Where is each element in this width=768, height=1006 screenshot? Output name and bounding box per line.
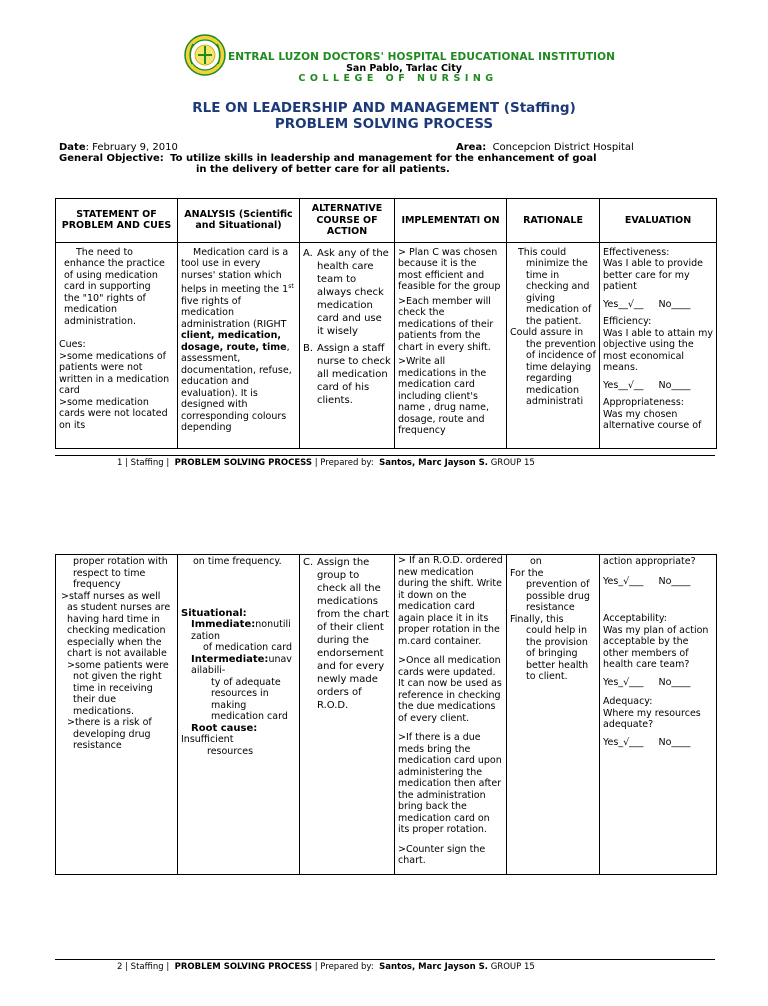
- area-line: [456, 142, 634, 153]
- analysis-cell: [178, 242, 300, 448]
- objective-text-1: To utilize skills in leadership and management for the enhancement of goal: [170, 153, 597, 164]
- objective-text-2: in the delivery of better care for all patients.: [196, 164, 450, 175]
- problem-cell: [56, 242, 178, 448]
- immediate-text: nonutili zation: [191, 619, 291, 642]
- evaluation-answer: Yes__√__ No____: [603, 379, 691, 391]
- col-header-alternative: ALTERNATIVE COURSE OF ACTION: [300, 199, 395, 243]
- analysis-part: , assessment, documentation, refuse, education and evaluation). It is designed with corresponding colours depending: [181, 341, 292, 434]
- implementation-item: >Each member will check the medications of their patients from the chart in every shift.: [398, 295, 494, 353]
- rationale-rest: the prevention of incidence of time delaying regarding medication administrati: [526, 338, 596, 407]
- cues-label: Cues:: [59, 339, 86, 350]
- footer-title: PROBLEM SOLVING PROCESS: [174, 458, 313, 468]
- problem-continued: proper rotation with respect to time frequency: [73, 556, 168, 590]
- institution-name: ENTRAL LUZON DOCTORS' HOSPITAL EDUCATIONAL INSTITUTION: [228, 51, 616, 63]
- root-cause-rest: resources: [207, 745, 254, 757]
- rationale-cell-2: [507, 555, 600, 875]
- problem-table-page-2: [55, 554, 717, 875]
- date-value: : February 9, 2010: [85, 142, 178, 153]
- alternative-text: Ask any of the health care team to always check medication card and use it wisely: [317, 247, 389, 337]
- intermediate-text: unav ailabili-: [191, 653, 292, 676]
- evaluation-question: Was I able to attain my objective using the most economical means.: [603, 327, 713, 373]
- analysis-continued: on time frequency.: [193, 556, 282, 567]
- cue-item: >some patients were not given the right time in receiving their due medications.: [67, 659, 169, 717]
- footer-title: PROBLEM SOLVING PROCESS: [174, 962, 313, 972]
- analysis-rights: client, medication, dosage, route, time: [181, 330, 287, 353]
- evaluation-question: Was my chosen alternative course of: [603, 408, 702, 431]
- problem-cell-2: [56, 555, 178, 875]
- immediate-rest: of medication card: [203, 642, 293, 653]
- objective-label: General Objective:: [59, 153, 164, 164]
- list-marker: A.: [303, 247, 313, 259]
- alternative-cell-2: [300, 555, 395, 875]
- list-marker: C.: [303, 557, 314, 568]
- analysis-cell-2: [178, 555, 300, 875]
- cue-item: >some medication cards were not located on its: [59, 396, 168, 431]
- evaluation-answer: Yes_√___ No____: [603, 736, 691, 748]
- rationale-first: For the: [510, 567, 544, 579]
- rationale-rest: could help in the provision of bringing better health to client.: [526, 625, 589, 682]
- intermediate-rest: ty of adequate resources in making medication card: [211, 676, 288, 722]
- implementation-item: > Plan C was chosen because it is the most efficient and feasible for the group: [398, 246, 501, 292]
- evaluation-label: Acceptability:: [603, 613, 668, 624]
- rationale-continued: on: [530, 556, 542, 567]
- document-subtitle: PROBLEM SOLVING PROCESS: [274, 116, 494, 132]
- alternative-text: Assign a staff nurse to check all medication card of his clients.: [317, 342, 391, 406]
- col-header-rationale: RATIONALE: [507, 199, 600, 243]
- root-cause-text: Insufficient: [181, 734, 234, 745]
- objective-line: [59, 153, 597, 164]
- letterhead: [0, 0, 768, 95]
- implementation-item: >Once all medication cards were updated. It can now be used as reference in checking the due medications of every client.: [398, 655, 502, 724]
- analysis-part: five rights of medication administration (RIGHT: [181, 295, 287, 330]
- alternative-text: Assign the group to check all the medications from the chart of their client during the endorsement and for every newly made orders of R.O.D.: [317, 557, 390, 711]
- rationale-first: This could: [518, 246, 567, 258]
- footer-prepared: | Prepared by:: [312, 458, 377, 468]
- footer-group: GROUP 15: [488, 458, 535, 468]
- root-cause-label: Root cause:: [191, 722, 258, 734]
- page-footer-2: [55, 959, 715, 972]
- objective-line-2: [196, 164, 450, 175]
- footer-author: Santos, Marc Jayson S.: [379, 962, 489, 972]
- evaluation-question: Where my resources adequate?: [603, 707, 701, 730]
- situational-label: Situational:: [181, 607, 247, 619]
- implementation-item: > If an R.O.D. ordered new medication during the shift. Write it down on the medication card again place it in its proper rotation in the m.card container.: [398, 555, 503, 647]
- analysis-text: [181, 247, 296, 443]
- rationale-rest: prevention of possible drug resistance: [526, 579, 590, 613]
- institution-city: San Pablo, Tarlac City: [346, 63, 462, 74]
- page-footer-1: [55, 455, 715, 468]
- evaluation-answer: Yes_√___ No____: [603, 676, 691, 688]
- immediate-label: Immediate:: [191, 619, 256, 630]
- rationale-rest: minimize the time in checking and giving medication of the patient.: [526, 258, 592, 327]
- rationale-first: Finally, this: [510, 613, 564, 625]
- evaluation-label: Adequacy:: [603, 696, 653, 707]
- col-header-analysis: ANALYSIS (Scientific and Situational): [178, 199, 300, 243]
- alternative-a: [303, 247, 391, 338]
- area-label: Area:: [456, 142, 487, 153]
- footer-page: 2 | Staffing |: [117, 962, 170, 972]
- alternative-cell: [300, 242, 395, 448]
- area-value: Concepcion District Hospital: [492, 142, 634, 153]
- document-title: RLE ON LEADERSHIP AND MANAGEMENT (Staffing): [192, 100, 576, 116]
- footer-page: 1 | Staffing |: [117, 458, 170, 468]
- cue-item: >some medications of patients were not written in a medication card: [59, 350, 170, 396]
- evaluation-answer: Yes__√__ No____: [603, 298, 691, 310]
- list-marker: B.: [303, 342, 314, 354]
- evaluation-question: action appropriate?: [603, 556, 696, 567]
- implementation-item: >If there is a due meds bring the medication card upon administering the medication then after the administration bring back the medication card on its proper rotation.: [398, 732, 502, 835]
- evaluation-question: Was I able to provide better care for my patient: [603, 258, 703, 292]
- evaluation-cell-2: [600, 555, 717, 875]
- footer-author: Santos, Marc Jayson S.: [379, 458, 489, 468]
- cue-item: >staff nurses as well as student nurses are having hard time in checking medication especially when the chart is not available: [61, 590, 171, 659]
- date-label: Date: [59, 142, 86, 153]
- implementation-cell-2: [395, 555, 507, 875]
- intermediate-label: Intermediate:: [191, 653, 269, 665]
- cue-item: >there is a risk of developing drug resistance: [67, 717, 152, 751]
- footer-group: GROUP 15: [488, 962, 535, 972]
- col-header-problem: STATEMENT OF PROBLEM AND CUES: [56, 199, 178, 243]
- col-header-implementation: IMPLEMENTATI ON: [395, 199, 507, 243]
- college-name: COLLEGE OF NURSING: [298, 73, 498, 84]
- implementation-item: >Counter sign the chart.: [398, 843, 486, 866]
- rationale-first: Could assure in: [510, 327, 584, 338]
- analysis-sup: st: [288, 283, 294, 290]
- alternative-b: [303, 342, 391, 407]
- evaluation-answer: Yes_√___ No____: [603, 575, 691, 587]
- evaluation-label: Appropriateness:: [603, 397, 685, 408]
- implementation-cell: [395, 242, 507, 448]
- evaluation-label: Effectiveness:: [603, 246, 670, 258]
- footer-prepared: | Prepared by:: [312, 962, 377, 972]
- evaluation-question: Was my plan of action acceptable by the other members of health care team?: [603, 624, 709, 670]
- evaluation-cell: [600, 242, 717, 448]
- implementation-item: >Write all medications in the medication card including client's name , drug name, dosage, route and frequency: [398, 356, 489, 436]
- col-header-evaluation: EVALUATION: [600, 199, 717, 243]
- rationale-cell: [507, 242, 600, 448]
- date-line: [59, 142, 178, 153]
- analysis-part: Medication card is a tool use in every nurses' station which helps in meeting the 1: [181, 246, 289, 296]
- problem-table-page-1: [55, 198, 717, 449]
- alternative-c: [303, 556, 391, 712]
- evaluation-label: Efficiency:: [603, 316, 652, 327]
- problem-intro: The need to enhance the practice of using medication card in supporting the "10" rights of medication administration.: [64, 246, 165, 327]
